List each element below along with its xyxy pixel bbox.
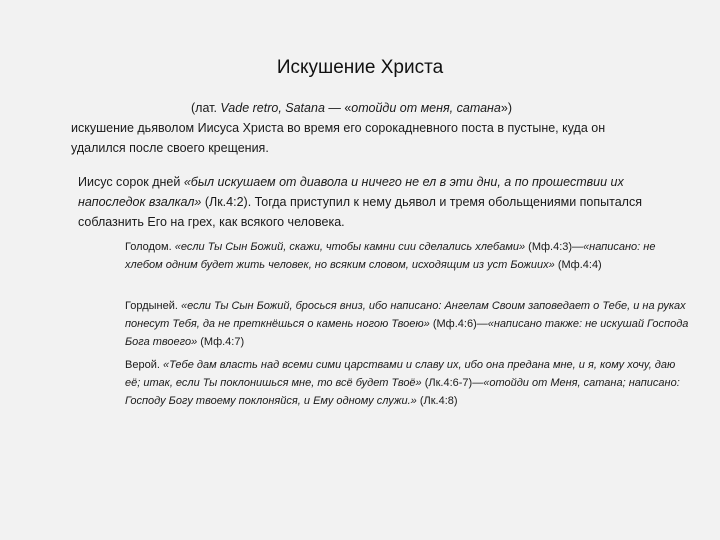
latin-translation: отойди от меня, сатана	[351, 101, 501, 115]
temptation-quote: «Тебе дам власть над всеми сими царствами и славу их, ибо она предана мне, и я, кому хочу, даю её; итак, если Ты поклонишься мне, то всё будет Твоё»	[125, 359, 676, 389]
fasting-quote: «был искушаем от диавола и ничего не ел в эти дни, а по прошествии их напоследок взалкал»	[78, 175, 624, 209]
temptation-lead: Голодом.	[125, 241, 175, 253]
page-title: Искушение Христа	[276, 57, 444, 78]
intro-latin-line	[71, 98, 661, 118]
intro-dash: — «	[324, 101, 352, 115]
fasting-lead: Иисус сорок дней	[78, 175, 184, 189]
intro-open: (лат.	[191, 101, 221, 115]
answer-quote: «написано: не хлебом одним будет жить человек, но всяким словом, исходящим из уст Божиих»	[125, 241, 656, 271]
answer-quote: «написано также: не искушай Господа Бога твоего»	[125, 318, 689, 348]
temptation-quote: «если Ты Сын Божий, скажи, чтобы камни сии сделались хлебами»	[174, 241, 526, 253]
fasting-rest: Тогда приступил к нему дьявол и тремя обольщениями попытался соблазнить Его на грех, как всякого человека.	[78, 195, 642, 229]
intro-body: искушение дьяволом Иисуса Христа во время его сорокадневного поста в пустыне, куда он удалился после своего крещения.	[71, 121, 606, 155]
answer-quote: «отойди от Меня, сатана; написано: Господу Богу твоему поклоняйся, и Ему одному служи.»	[125, 377, 680, 407]
answer-ref: (Мф.4:7)	[197, 336, 245, 348]
temptation-ref: (Лк.4:6-7)—	[421, 377, 484, 389]
temptation-hunger	[125, 238, 690, 274]
temptation-ref: (Мф.4:3)—	[525, 241, 584, 253]
fasting-paragraph	[78, 172, 678, 232]
temptation-faith	[125, 356, 690, 410]
temptation-lead: Верой.	[125, 359, 163, 371]
latin-phrase: Vade retro, Satana	[220, 101, 325, 115]
temptation-pride	[125, 297, 690, 351]
intro-paragraph	[71, 98, 661, 158]
answer-ref: (Лк.4:8)	[416, 395, 458, 407]
answer-ref: (Мф.4:4)	[554, 259, 602, 271]
intro-close: »)	[500, 101, 513, 115]
temptation-ref: (Мф.4:6)—	[429, 318, 488, 330]
temptation-lead: Гордыней.	[125, 300, 181, 312]
temptation-quote: «если Ты Сын Божий, бросься вниз, ибо написано: Ангелам Своим заповедает о Тебе, и на руках понесут Тебя, да не преткнёшься о камень ногою Твоею»	[125, 300, 686, 330]
fasting-ref: (Лк.4:2).	[201, 195, 252, 209]
